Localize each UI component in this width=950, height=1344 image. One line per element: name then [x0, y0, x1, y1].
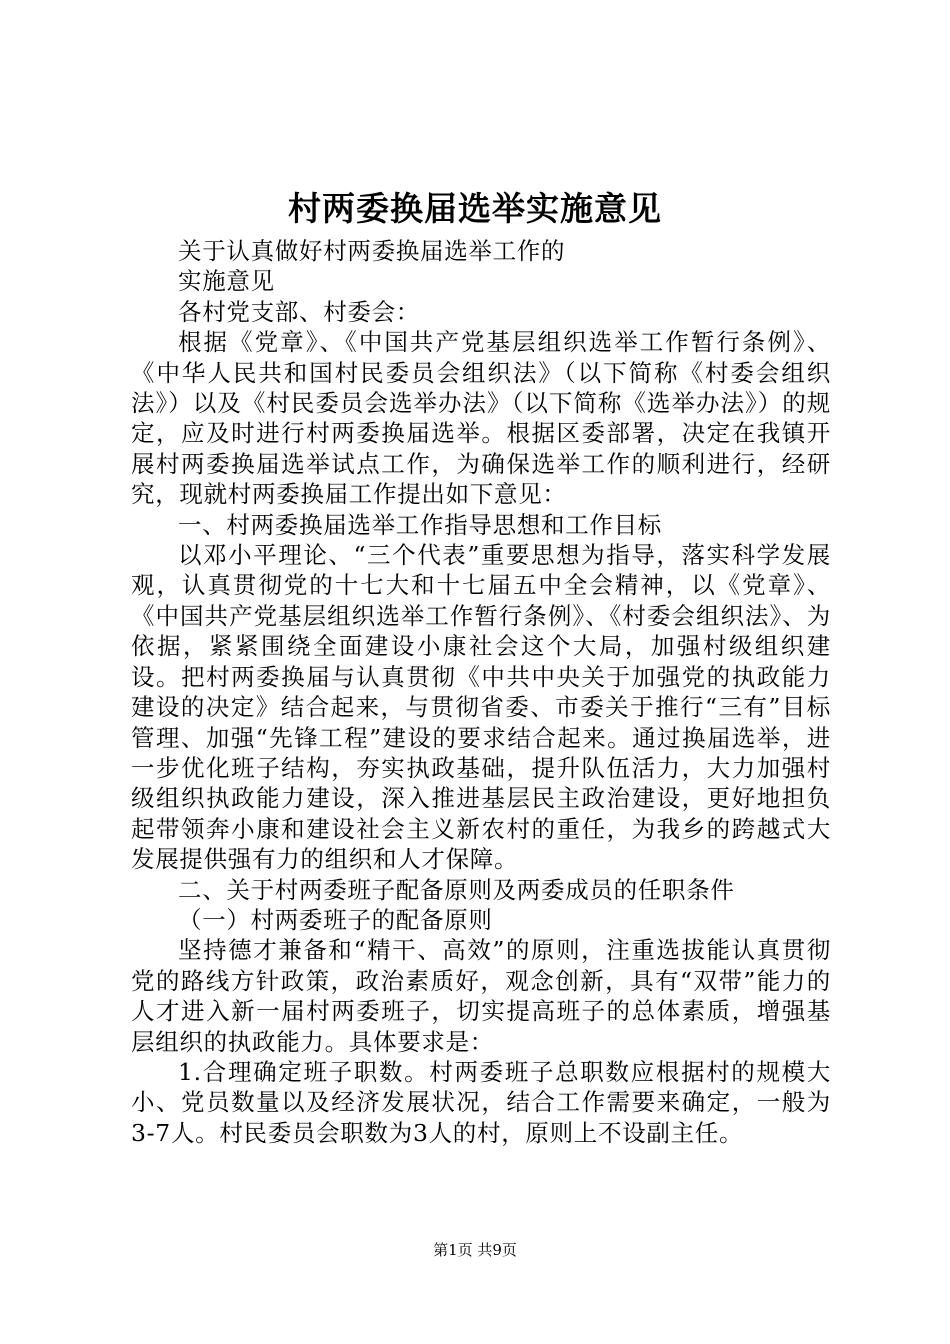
- subtitle-line-2: 实施意见: [178, 267, 275, 296]
- document-body: [131, 236, 831, 1148]
- subsection-heading-1: （一）村两委班子的配备原则: [178, 905, 493, 934]
- item-1-paragraph: 1.合理确定班子职数。村两委班子总职数应根据村的规模大小、党员数量以及经济发展状况，结合工作需要来确定，一般为3-7人。村民委员会职数为3人的村，原则上不设副主任。: [131, 1057, 831, 1147]
- section-heading-2: 二、关于村两委班子配备原则及两委成员的任职条件: [178, 875, 735, 904]
- staffing-principles-paragraph: 坚持德才兼备和“精干、高效”的原则，注重选拔能认真贯彻党的路线方针政策，政治素质好，观念创新，具有“双带”能力的人才进入新一届村两委班子，切实提高班子的总体素质，增强基层组织的执政能力。具体要求是：: [131, 936, 831, 1056]
- section-heading-1: 一、村两委换届选举工作指导思想和工作目标: [178, 510, 662, 539]
- subtitle-line-1: 关于认真做好村两委换届选举工作的: [178, 237, 566, 265]
- salutation: 各村党支部、村委会：: [178, 297, 420, 326]
- intro-paragraph: 根据《党章》、《中国共产党基层组织选举工作暂行条例》、《中华人民共和国村民委员会组织法》（以下简称《村委会组织法》）以及《村民委员会选举办法》（以下简称《选举办法》）的规定，应及时进行村两委换届选举。根据区委部署，决定在我镇开展村两委换届选举试点工作，为确保选举工作的顺利进行，经研究，现就村两委换届工作提出如下意见：: [131, 328, 831, 509]
- page-footer: [0, 1240, 950, 1260]
- page-number-label: 第1页 共9页: [433, 1241, 517, 1259]
- document-title: 村两委换届选举实施意见: [288, 189, 662, 228]
- guiding-principles-paragraph: 以邓小平理论、“三个代表”重要思想为指导，落实科学发展观，认真贯彻党的十七大和十七届五中全会精神，以《党章》、《中国共产党基层组织选举工作暂行条例》、《村委会组织法》、为依据，紧紧围绕全面建设小康社会这个大局，加强村级组织建设。把村两委换届与认真贯彻《中共中央关于加强党的执政能力建设的决定》结合起来，与贯彻省委、市委关于推行“三有”目标管理、加强“先锋工程”建设的要求结合起来。通过换届选举，进一步优化班子结构，夯实执政基础，提升队伍活力，大力加强村级组织执政能力建设，深入推进基层民主政治建设，更好地担负起带领奔小康和建设社会主义新农村的重任，为我乡的跨越式大发展提供强有力的组织和人才保障。: [131, 541, 831, 874]
